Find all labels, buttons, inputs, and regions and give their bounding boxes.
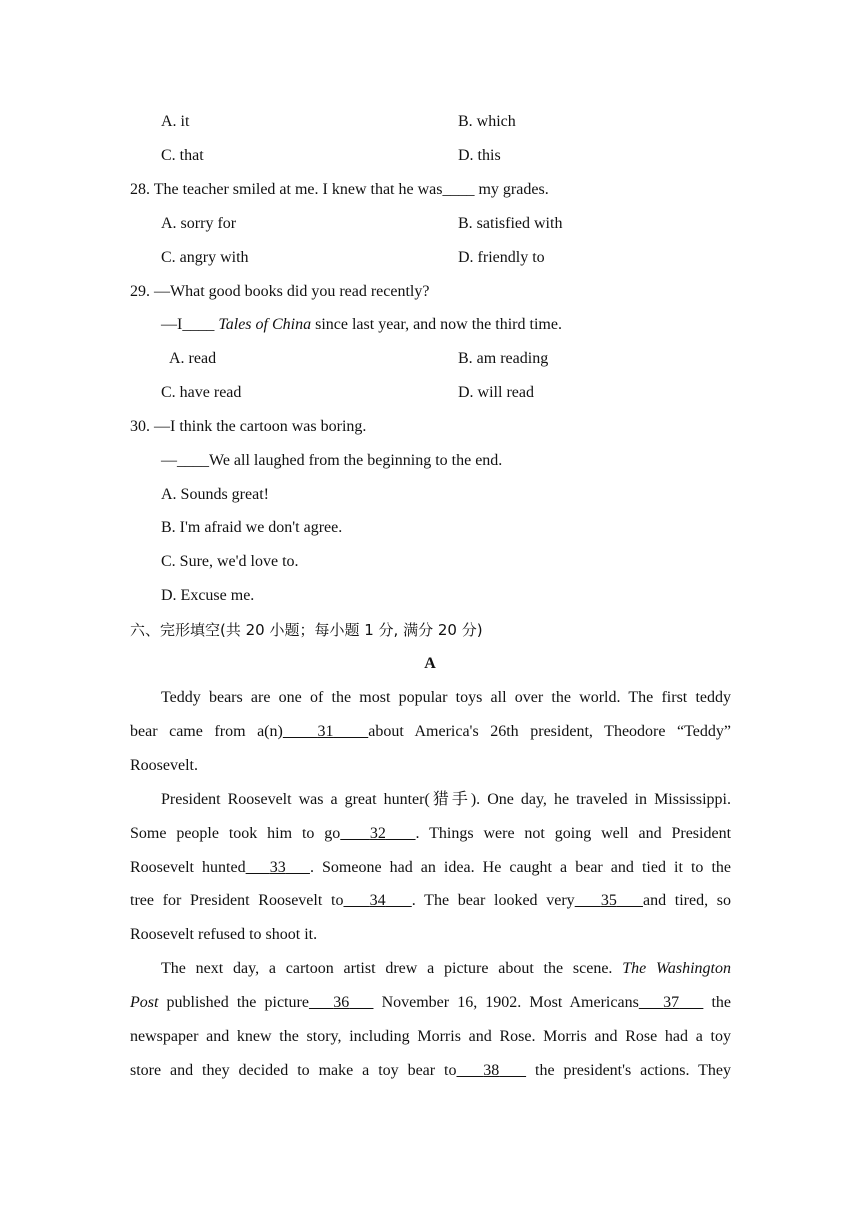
q28-option-c: C. angry with [161,249,249,266]
q29-option-c: C. have read [161,384,242,401]
q27-option-b: B. which [458,113,516,130]
p2-line-3-pre: Roosevelt hunted [130,858,246,876]
q28-stem: 28. The teacher smiled at me. I knew that he was____ my grades. [130,181,549,198]
q29-option-b: B. am reading [458,350,549,367]
q29-reply [161,315,562,335]
p3-line-2 [130,986,731,1020]
p2-line-2-post: . Things were not going well and President [415,824,732,842]
p3-line-3: newspaper and knew the story, including Morris and Rose. Morris and Rose had a toy [130,1028,731,1046]
p2-line-2-pre: Some people took him to go [130,824,341,842]
p1-line-3: Roosevelt. [130,756,198,774]
p2-line-4-post: and tired, so [642,892,732,910]
p1-line-2-pre: bear came from a(n) [130,722,283,740]
section-heading: 六、完形填空(共 20 小题；每小题 1 分, 满分 20 分) [130,621,483,639]
q28-option-b: B. satisfied with [458,215,563,232]
p2-line-4 [130,884,731,918]
passage-body [130,681,731,1088]
q28-option-d: D. friendly to [458,249,545,266]
p3-line-2-mid: November 16, 1902. Most Americans [373,994,639,1012]
q30-option-c: C. Sure, we'd love to. [161,553,299,570]
paragraph-1 [130,681,731,783]
p3-line-4-pre: store and they decided to make a toy bear to [130,1061,457,1079]
p2-line-5: Roosevelt refused to shoot it. [130,926,318,944]
p2-line-2 [130,817,731,851]
blank-35: 35 [600,892,617,910]
p3-line-2-pre: published the picture [158,994,309,1012]
p2-line-1: President Roosevelt was a great hunter(猎手). One day, he traveled in Mississippi. [161,790,731,808]
p2-line-3 [130,851,731,885]
paragraph-2 [130,783,731,953]
q30-option-a: A. Sounds great! [161,486,269,503]
q29-stem: 29. —What good books did you read recently? [130,283,430,300]
p1-line-1: Teddy bears are one of the most popular toys all over the world. The first teddy [161,689,731,706]
q27-option-a: A. it [161,113,190,130]
q30-option-b: B. I'm afraid we don't agree. [161,519,343,536]
p3-line-4 [130,1054,731,1088]
p3-line-1-italic: The Washington [622,960,732,978]
p3-line-1-pre: The next day, a cartoon artist drew a picture about the scene. [161,960,623,978]
q29-option-a: A. read [169,350,217,367]
blank-37: 37 [663,994,680,1012]
p3-line-2-post: the [703,994,732,1012]
blank-34: 34 [369,892,386,910]
p1-line-2 [130,715,731,749]
p2-line-4-pre: tree for President Roosevelt to [130,892,344,910]
blank-32: 32 [369,824,386,842]
p3-line-4-post: the president's actions. They [526,1061,732,1079]
p2-line-4-mid: . The bear looked very [411,892,575,910]
q30-stem: 30. —I think the cartoon was boring. [130,418,367,435]
p1-line-2-post: about America's 26th president, Theodore “Teddy” [368,722,732,740]
blank-38: 38 [483,1061,500,1079]
q29-reply-pre: —I____ [161,316,219,333]
blank-31: 31 [317,722,334,740]
p3-line-2-italic: Post [130,994,159,1012]
q30-option-d: D. Excuse me. [161,587,255,604]
q27-option-d: D. this [458,147,501,164]
passage-label: A [424,655,436,672]
paragraph-3 [130,952,731,1088]
blank-36: 36 [333,994,350,1012]
q29-reply-post: since last year, and now the third time. [311,316,562,333]
blank-33: 33 [269,858,286,876]
q29-option-d: D. will read [458,384,534,401]
q27-option-c: C. that [161,147,204,164]
q28-option-a: A. sorry for [161,215,237,232]
p3-line-1 [130,952,731,986]
q29-book-title: Tales of China [218,316,312,333]
q30-reply: —____We all laughed from the beginning to the end. [161,452,503,469]
p2-line-3-post: . Someone had an idea. He caught a bear and tied it to the [309,858,732,876]
